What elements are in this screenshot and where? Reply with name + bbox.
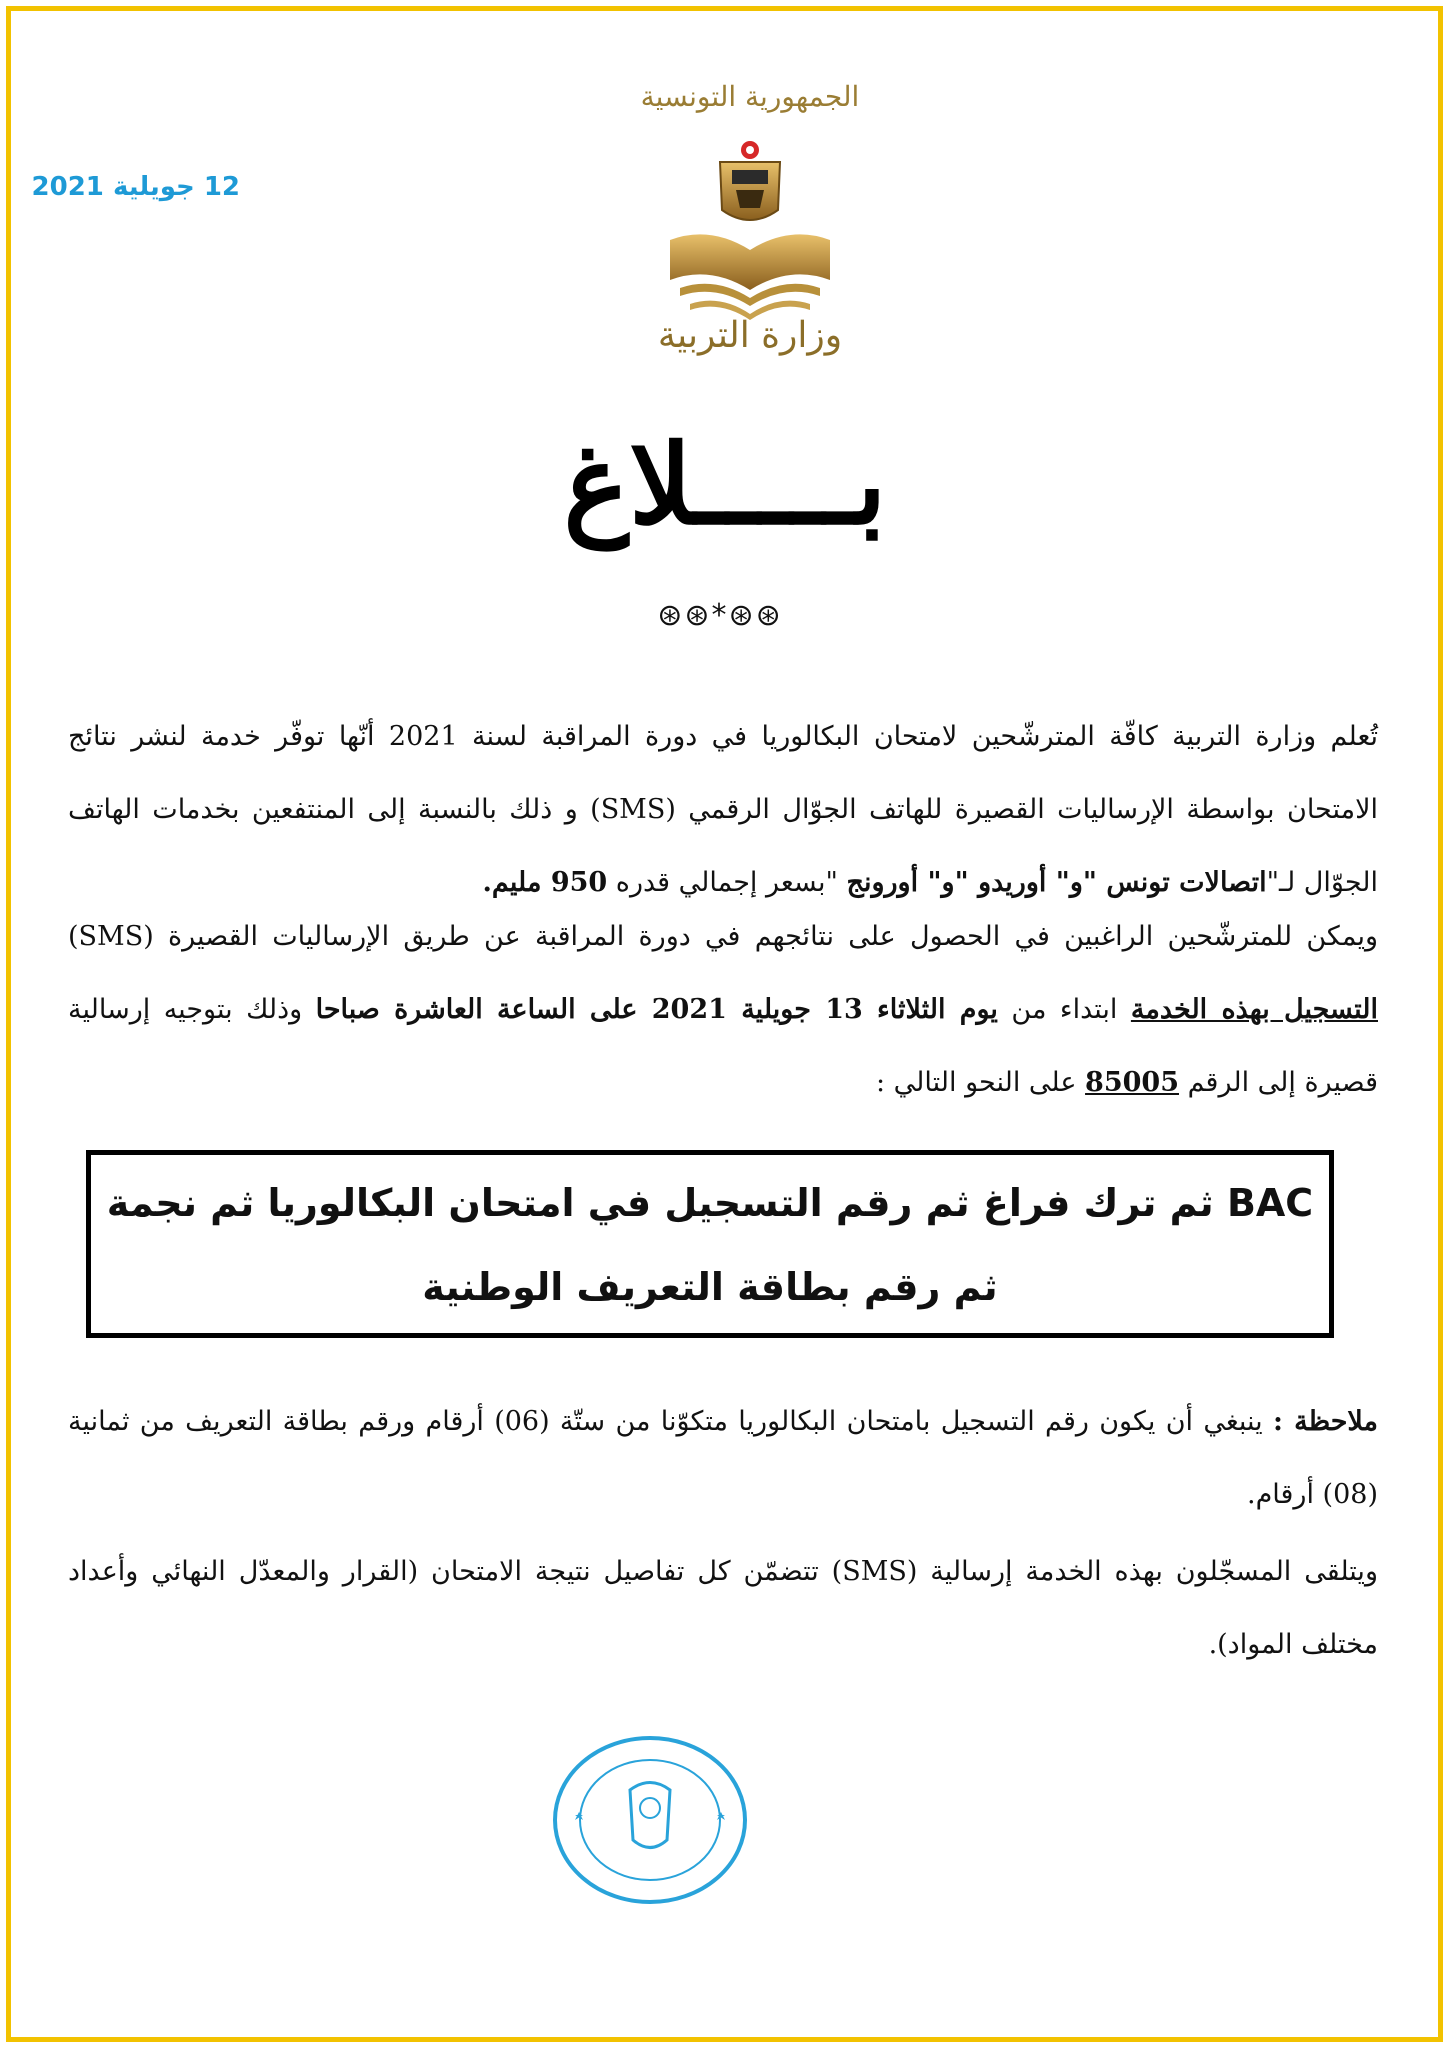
paragraph-1 [68,700,1378,919]
p2-number: 85005 [1085,1067,1179,1098]
ministry-name: وزارة التربية [657,315,843,356]
ministry-emblem [650,130,850,320]
p1-operators: اتصالات تونس "و" أوريدو "و" أورونج [846,867,1267,898]
p1-tail: "بسعر إجمالي قدره [615,867,838,898]
paragraph-2 [68,900,1378,1119]
p1-text: تُعلم وزارة التربية كافّة المترشّحين لامتحان البكالوريا في دورة المراقبة لسنة 2021 أنّها توفّر خدمة لنشر نتائج الامتحان بواسطة الإرساليات القصيرة للهاتف الجوّال الرقمي (SMS) و ذلك بالنسبة إلى المنتفعين بخدمات الهاتف الجوّال لـ" [68,721,1379,898]
note-paragraph [68,1385,1378,1531]
p2-from: ابتداء من [1011,994,1118,1025]
p1-price: 950 مليم. [482,867,608,898]
date-stamp: 12 جويلية 2021 [31,172,240,202]
p2-register: التسجيل بهذه الخدمة [1130,994,1378,1025]
note-text: ينبغي أن يكون رقم التسجيل بامتحان البكالوريا متكوّنا من ستّة (06) أرقام ورقم بطاقة التعريف من ثمانية (08) أرقام. [68,1406,1378,1510]
official-seal [545,1730,755,1910]
p2-end: على النحو التالي : [875,1067,1077,1098]
page-title: بـــــلاغ [563,420,887,549]
p2-start: ويمكن للمترشّحين الراغبين في الحصول على نتائجهم في دورة المراقبة عن طريق الإرساليات القصيرة (SMS) [68,921,1378,952]
title-ornament: ⊛⊛*⊛⊛ [657,598,783,633]
p3-text: ويتلقى المسجّلون بهذه الخدمة إرسالية (SMS) تتضمّن كل تفاصيل نتيجة الامتحان (القرار والمعدّل النهائي وأعداد مختلف المواد). [68,1556,1378,1660]
p2-send: وذلك بتوجيه إرسالية قصيرة إلى الرقم [68,994,1378,1098]
sms-format-box [86,1150,1334,1338]
paragraph-3 [68,1535,1378,1681]
box-line-1: BAC ثم ترك فراغ ثم رقم التسجيل في امتحان البكالوريا ثم نجمة [106,1181,1314,1225]
p2-date: يوم الثلاثاء 13 جويلية 2021 على الساعة العاشرة صباحا [315,994,998,1025]
republic-heading: الجمهورية التونسية [640,80,860,113]
note-label: ملاحظة : [1273,1406,1378,1437]
box-line-2: ثم رقم بطاقة التعريف الوطنية [422,1265,998,1309]
